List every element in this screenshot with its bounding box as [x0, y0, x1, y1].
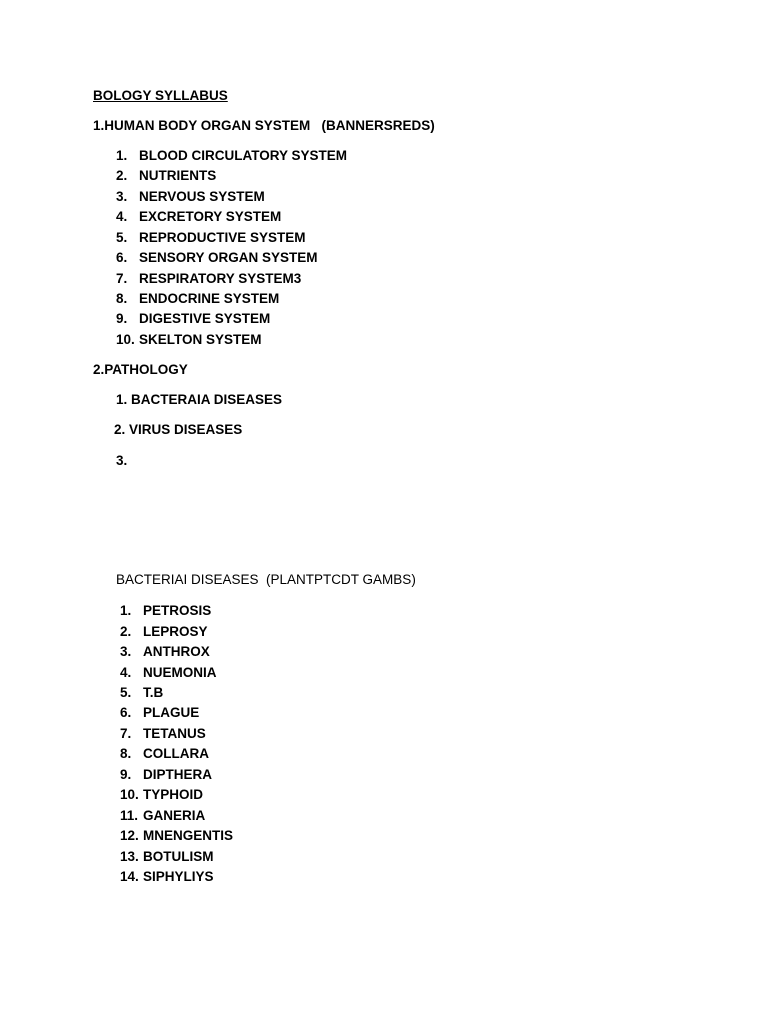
list-item-number: 2.	[116, 168, 128, 183]
list-item: EXCRETORY SYSTEM	[139, 209, 282, 224]
list-item: DIGESTIVE SYSTEM	[139, 311, 271, 326]
list-item: SENSORY ORGAN SYSTEM	[139, 250, 318, 265]
list-item-number: 8.	[116, 291, 128, 306]
list-item: LEPROSY	[143, 624, 208, 639]
list-item: SKELTON SYSTEM	[139, 332, 262, 347]
list-item-number: 4.	[116, 209, 128, 224]
list-item-number: 5.	[120, 685, 132, 700]
section3-heading: BACTERIAI DISEASES (PLANTPTCDT GAMBS)	[116, 572, 416, 587]
list-item-number: 3.	[116, 189, 128, 204]
list-item: COLLARA	[143, 746, 209, 761]
list-item: PLAGUE	[143, 705, 200, 720]
list-item-number: 8.	[120, 746, 132, 761]
list-item-number: 11.	[120, 808, 139, 823]
list-item-number: 3.	[120, 644, 132, 659]
list-item-number: 6.	[120, 705, 132, 720]
list-item-number: 4.	[120, 665, 132, 680]
list-item: 3.	[116, 453, 128, 468]
list-item-number: 14.	[120, 869, 139, 884]
list-item: ENDOCRINE SYSTEM	[139, 291, 280, 306]
section2-heading: 2.PATHOLOGY	[93, 362, 188, 377]
list-item: NUTRIENTS	[139, 168, 217, 183]
list-item: MNENGENTIS	[143, 828, 234, 843]
list-item-number: 9.	[120, 767, 132, 782]
list-item-number: 2.	[120, 624, 132, 639]
list-item: SIPHYLIYS	[143, 869, 214, 884]
list-item: NUEMONIA	[143, 665, 217, 680]
list-item-number: 1.	[120, 603, 132, 618]
list-item: RESPIRATORY SYSTEM3	[139, 271, 302, 286]
list-item: 1. BACTERAIA DISEASES	[116, 392, 283, 407]
list-item-number: 12.	[120, 828, 139, 843]
list-item-number: 10.	[116, 332, 135, 347]
list-item: REPRODUCTIVE SYSTEM	[139, 230, 306, 245]
list-item: TETANUS	[143, 726, 206, 741]
list-item-number: 6.	[116, 250, 128, 265]
list-item: TYPHOID	[143, 787, 204, 802]
list-item: PETROSIS	[143, 603, 212, 618]
list-item-number: 13.	[120, 849, 139, 864]
list-item-number: 7.	[120, 726, 132, 741]
list-item: 2. VIRUS DISEASES	[114, 422, 243, 437]
list-item: BOTULISM	[143, 849, 214, 864]
section1-heading: 1.HUMAN BODY ORGAN SYSTEM (BANNERSREDS)	[93, 118, 435, 133]
list-item: NERVOUS SYSTEM	[139, 189, 265, 204]
list-item: DIPTHERA	[143, 767, 213, 782]
list-item: T.B	[143, 685, 164, 700]
list-item-number: 10.	[120, 787, 139, 802]
list-item-number: 9.	[116, 311, 128, 326]
list-item-number: 1.	[116, 148, 128, 163]
document-title: BOLOGY SYLLABUS	[93, 88, 228, 103]
list-item: ANTHROX	[143, 644, 210, 659]
list-item: GANERIA	[143, 808, 206, 823]
list-item-number: 7.	[116, 271, 128, 286]
list-item-number: 5.	[116, 230, 128, 245]
list-item: BLOOD CIRCULATORY SYSTEM	[139, 148, 348, 163]
